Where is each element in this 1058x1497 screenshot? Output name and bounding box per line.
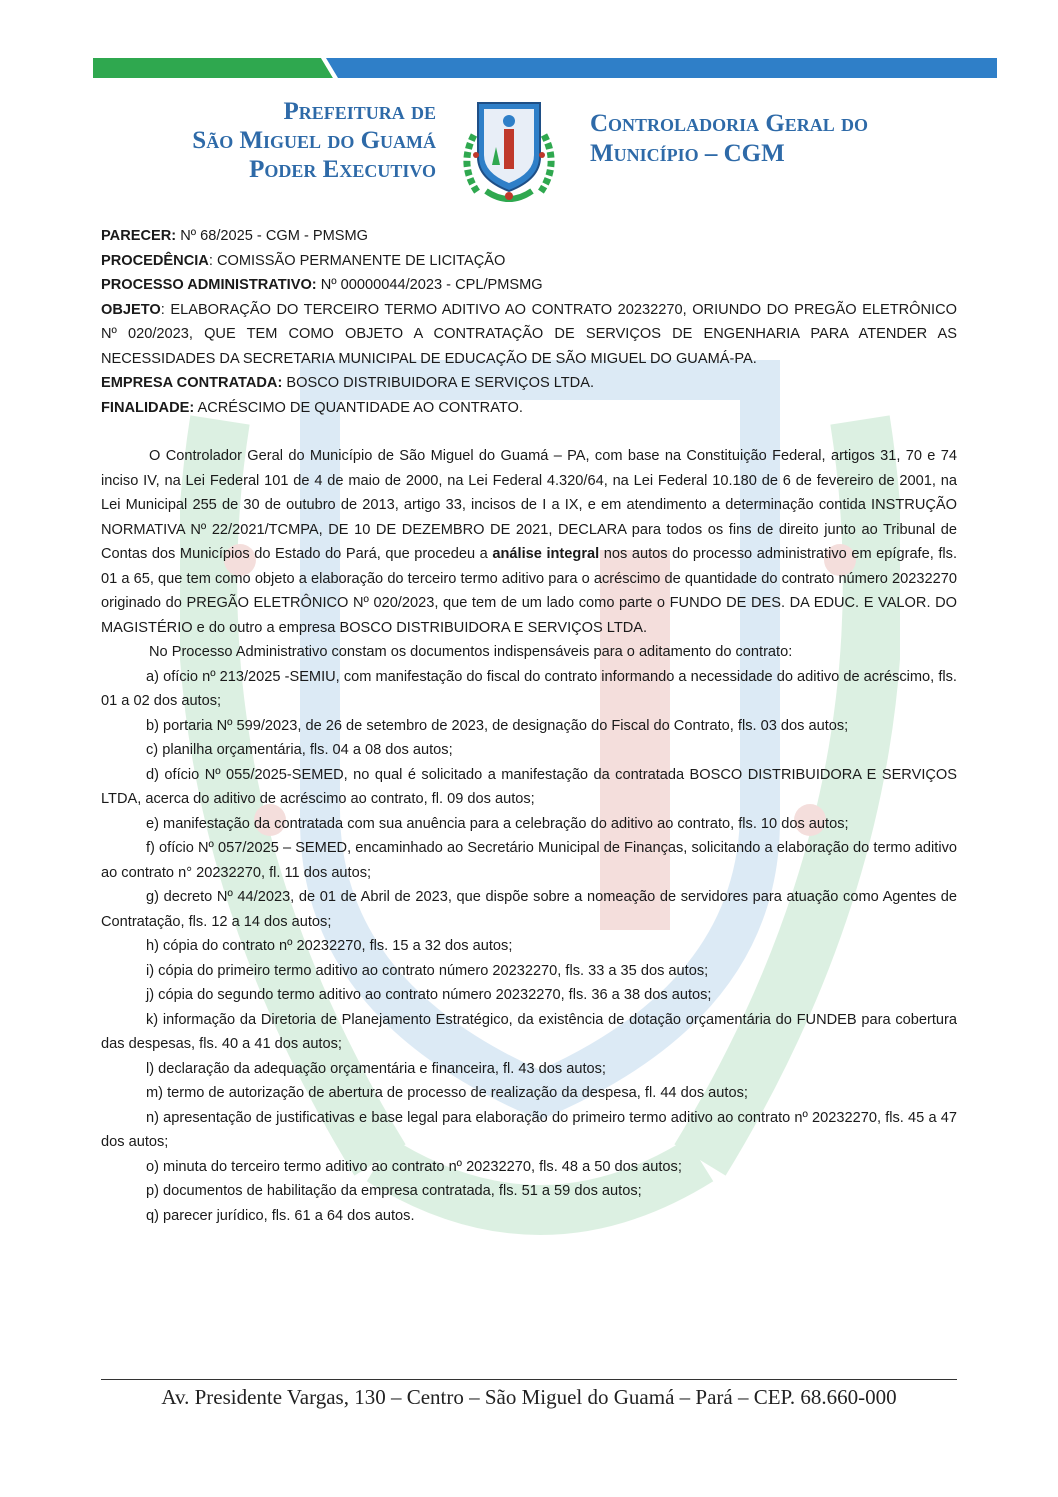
declaration-paragraph: [101, 444, 957, 640]
heading-line: São Miguel do Guamá: [192, 127, 436, 154]
processo-line: [101, 273, 957, 298]
document-list-item: d) ofício Nº 055/2025-SEMED, no qual é solicitado a manifestação da contratada BOSCO DISTRIBUIDORA E SERVIÇOS LTDA, acerca do aditivo de acréscimo ao contrato, fl. 09 dos autos;: [101, 766, 957, 807]
document-list-item: a) ofício nº 213/2025 -SEMIU, com manifestação do fiscal do contrato informando a necessidade do aditivo de acréscimo, fls. 01 a 02 dos autos;: [101, 668, 957, 709]
declaration-text-start: O Controlador Geral do Município de São Miguel do Guamá – PA, com base na Constituição Federal, artigos 31, 70 e 74 inciso IV, na Lei Federal 101 de 4 de maio de 2000, na Lei Federal 4.320/64, na Lei Federal 10.180 de 6 de fevereiro de 2001, na Lei Municipal 255 de 30 de outubro de 2013, artigo 33, incisos de I a IX, e em atendimento a determinação contida INSTRUÇÃO NORMATIVA Nº 22/2021/TCMPA, DE 10 DE DEZEMBRO DE 2021, DECLARA para todos os fins de direito junto ao Tribunal de Contas dos Municípios do Estado do Pará, que procedeu a: [101, 448, 957, 562]
document-list-item: m) termo de autorização de abertura de processo de realização da despesa, fl. 44 dos autos;: [146, 1085, 748, 1101]
document-list-item: e) manifestação da contratada com sua anuência para a celebração do aditivo ao contrato, fls. 10 dos autos;: [146, 815, 849, 832]
empresa-line: [101, 371, 957, 396]
declaration-emphasis: análise integral: [492, 546, 600, 562]
document-list-item: p) documentos de habilitação da empresa contratada, fls. 51 a 59 dos autos;: [146, 1183, 642, 1199]
heading-line: Controladoria Geral do: [590, 110, 869, 137]
document-list-item: q) parecer jurídico, fls. 61 a 64 dos autos.: [146, 1207, 415, 1224]
document-list-item: k) informação da Diretoria de Planejamento Estratégico, da existência de dotação orçamentária do FUNDEB para cobertura das despesas, fls. 40 a 41 dos autos;: [101, 1011, 957, 1052]
heading-line: Município – CGM: [590, 140, 785, 167]
document-body: [101, 224, 957, 1228]
procedencia-value: : COMISSÃO PERMANENTE DE LICITAÇÃO: [208, 252, 506, 269]
header-color-bar: [93, 58, 997, 78]
document-list-item: g) decreto Nº 44/2023, de 01 de Abril de 2023, que dispõe sobre a nomeação de servidores para atuação como Agentes de Contratação, fls. 12 a 14 dos autos;: [101, 889, 957, 930]
document-list-item: o) minuta do terceiro termo aditivo ao contrato nº 20232270, fls. 48 a 50 dos autos;: [146, 1158, 682, 1175]
processo-label: PROCESSO ADMINISTRATIVO:: [101, 277, 317, 293]
heading-line: Prefeitura de: [283, 98, 436, 125]
document-list-item: i) cópia do primeiro termo aditivo ao contrato número 20232270, fls. 33 a 35 dos autos;: [146, 962, 709, 979]
finalidade-label: FINALIDADE:: [101, 399, 195, 416]
finalidade-line: [101, 396, 957, 421]
finalidade-value: ACRÉSCIMO DE QUANTIDADE AO CONTRATO.: [194, 399, 523, 416]
procedencia-line: [101, 249, 957, 274]
empresa-label: EMPRESA CONTRATADA:: [101, 375, 283, 391]
document-list-item: f) ofício Nº 057/2025 – SEMED, encaminhado ao Secretário Municipal de Finanças, solicitando a elaboração do termo aditivo ao contrato n° 20232270, fl. 11 dos autos;: [101, 840, 957, 881]
parecer-label: PARECER:: [101, 228, 177, 244]
document-list-item: c) planilha orçamentária, fls. 04 a 08 dos autos;: [146, 742, 453, 758]
document-metadata: [101, 224, 957, 420]
document-list-item: n) apresentação de justificativas e base legal para elaboração do primeiro termo aditivo ao contrato nº 20232270, fls. 45 a 47 dos autos;: [101, 1109, 957, 1150]
parecer-line: [101, 224, 957, 249]
document-list-item: b) portaria Nº 599/2023, de 26 de setembro de 2023, de designação do Fiscal do Contrato, fls. 03 dos autos;: [146, 717, 849, 734]
cgm-heading: [590, 109, 960, 169]
objeto-label: OBJETO: [101, 301, 161, 318]
empresa-value: BOSCO DISTRIBUIDORA E SERVIÇOS LTDA.: [282, 375, 595, 391]
footer-divider: [101, 1379, 957, 1380]
document-list-item: j) cópia do segundo termo aditivo ao contrato número 20232270, fls. 36 a 38 dos autos;: [146, 987, 712, 1003]
document-list-item: h) cópia do contrato nº 20232270, fls. 15 a 32 dos autos;: [146, 938, 513, 954]
prefeitura-heading: [100, 97, 436, 184]
objeto-line: [101, 298, 957, 372]
declaration-text-end: nos autos do processo administrativo em epígrafe, fls. 01 a 65, que tem como objeto a elaboração do terceiro termo aditivo para o acréscimo de quantidade do contrato número 20232270 originado do PREGÃO ELETRÔNICO Nº 020/2023, que tem de um lado como parte o FUNDO DE DES. DA EDUC. E VALOR. DO MAGISTÉRIO e do outro a empresa BOSCO DISTRIBUIDORA E SERVIÇOS LTDA.: [101, 546, 958, 636]
footer-address: Av. Presidente Vargas, 130 – Centro – São Miguel do Guamá – Pará – CEP. 68.660-000: [161, 1385, 897, 1409]
objeto-value: : ELABORAÇÃO DO TERCEIRO TERMO ADITIVO AO CONTRATO 20232270, ORIUNDO DO PREGÃO ELETRÔNICO Nº 020/2023, QUE TEM COMO OBJETO A CONTRATAÇÃO DE SERVIÇOS DE ENGENHARIA PARA ATENDER AS NECESSIDADES DA SECRETARIA MUNICIPAL DE EDUCAÇÃO DE SÃO MIGUEL DO GUAMÁ-PA.: [101, 301, 957, 367]
processo-value: Nº 00000044/2023 - CPL/PMSMG: [316, 277, 543, 293]
heading-line: Poder Executivo: [249, 156, 436, 183]
documents-intro: No Processo Administrativo constam os documentos indispensáveis para o aditamento do contrato:: [149, 644, 793, 660]
procedencia-label: PROCEDÊNCIA: [101, 252, 209, 269]
page-header: [100, 95, 960, 205]
parecer-value: Nº 68/2025 - CGM - PMSMG: [176, 228, 368, 244]
municipal-crest-icon: [456, 95, 562, 207]
document-list-item: l) declaração da adequação orçamentária e financeira, fl. 43 dos autos;: [146, 1060, 606, 1077]
